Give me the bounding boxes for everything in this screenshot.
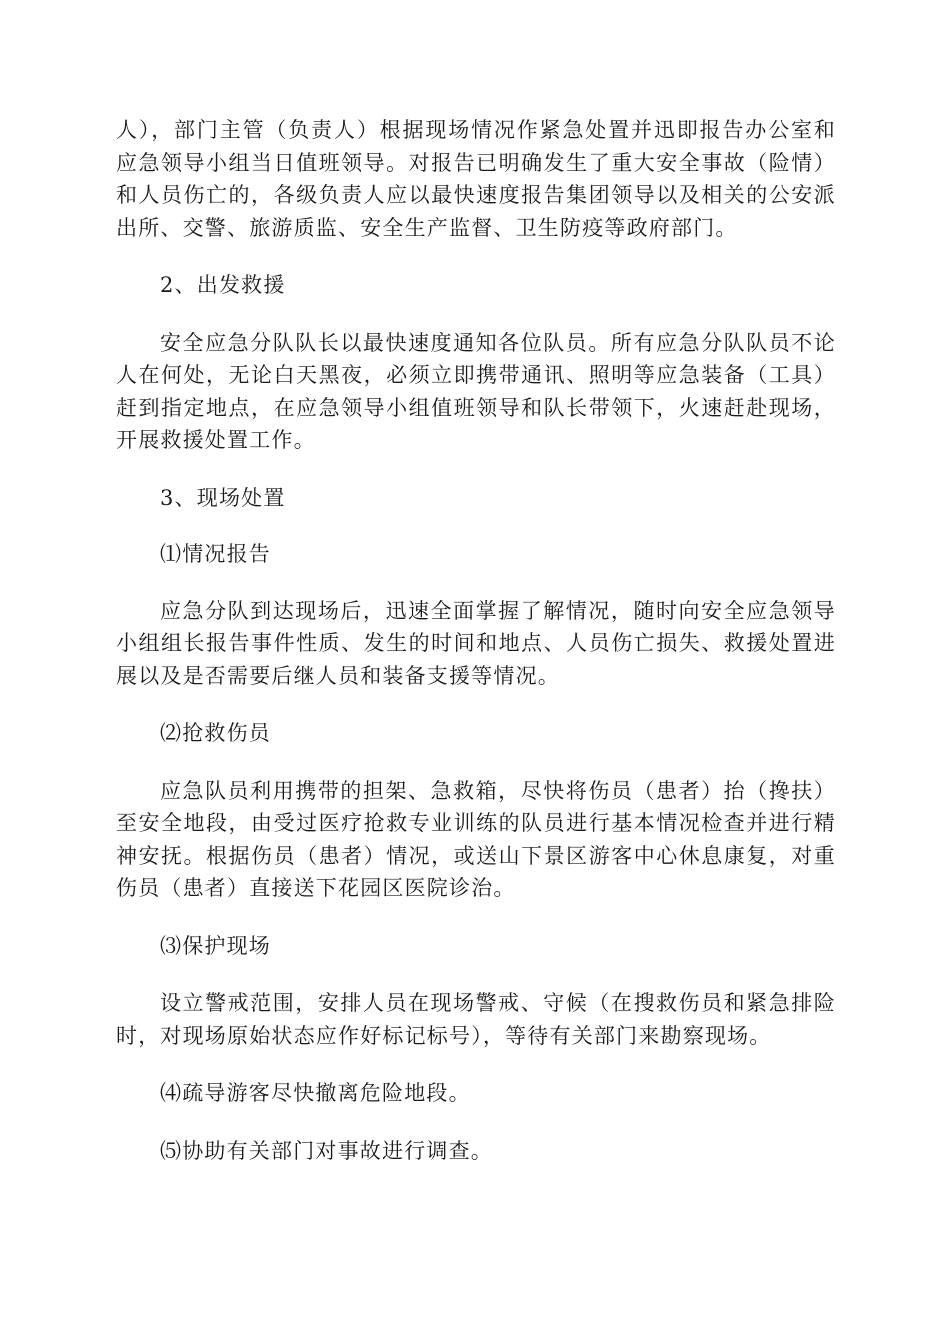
document-page xyxy=(116,114,836,1167)
paragraph-rescue-dispatch: 安全应急分队队长以最快速度通知各位队员。所有应急分队队员不论人在何处，无论白天黑夜，必须立即携带通讯、照明等应急装备（工具）赶到指定地点，在应急领导小组值班领导和队长带领下，火速赶赴现场，开展救援处置工作。 xyxy=(116,330,836,452)
heading-onsite-handling: 3、现场处置 xyxy=(160,485,286,510)
item-evacuate-tourists: ⑷疏导游客尽快撤离危险地段。 xyxy=(160,1081,471,1105)
subheading-rescue-injured: ⑵抢救伤员 xyxy=(160,721,271,745)
paragraph-emergency-report: 人），部门主管（负责人）根据现场情况作紧急处置并迅即报告办公室和应急领导小组当日值班领导。对报告已明确发生了重大安全事故（险情）和人员伤亡的，各级负责人应以最快速度报告集团领导以及相关的公安派出所、交警、旅游质监、安全生产监督、卫生防疫等政府部门。 xyxy=(116,118,836,240)
subheading-situation-report: ⑴情况报告 xyxy=(160,542,271,566)
heading-rescue-dispatch: 2、出发救援 xyxy=(160,273,286,297)
item-assist-investigation: ⑸协助有关部门对事故进行调查。 xyxy=(160,1138,493,1163)
paragraph-rescue-injured: 应急队员利用携带的担架、急救箱，尽快将伤员（患者）抬（搀扶）至安全地段，由受过医疗抢救专业训练的队员进行基本情况检查并进行精神安抚。根据伤员（患者）情况，或送山下景区游客中心休息康复，对重伤员（患者）直接送下花园区医院诊治。 xyxy=(116,778,836,900)
paragraph-situation-report: 应急分队到达现场后，迅速全面掌握了解情况，随时向安全应急领导小组组长报告事件性质、发生的时间和地点、人员伤亡损失、救援处置进展以及是否需要后继人员和装备支援等情况。 xyxy=(116,598,836,688)
paragraph-protect-scene: 设立警戒范围，安排人员在现场警戒、守候（在搜救伤员和紧急排险时，对现场原始状态应作好标记标号），等待有关部门来勘察现场。 xyxy=(116,991,836,1048)
subheading-protect-scene: ⑶保护现场 xyxy=(160,933,271,958)
